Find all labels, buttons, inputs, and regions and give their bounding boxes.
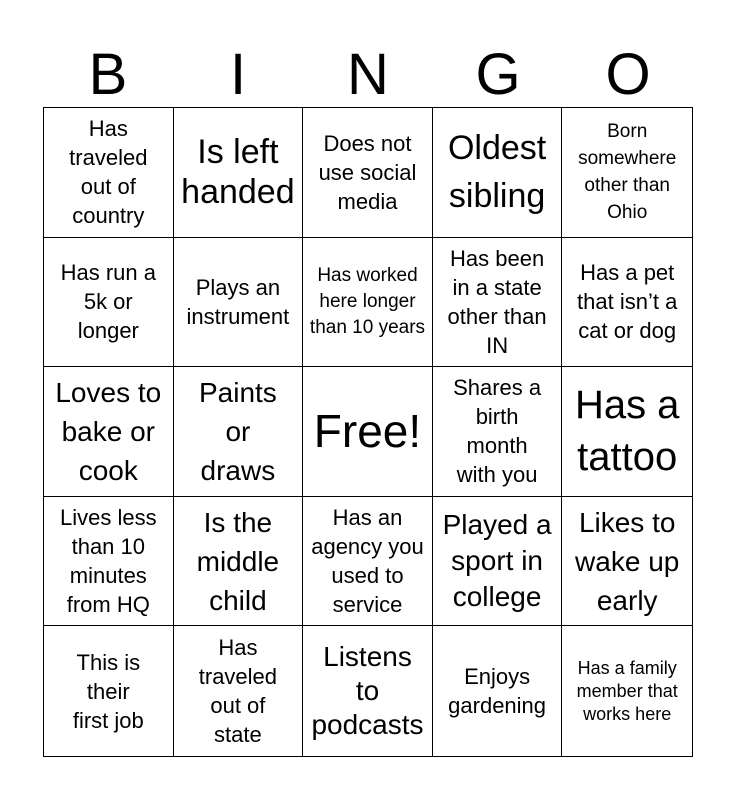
bingo-cell[interactable] [562,367,692,497]
header-letter-i: I [229,42,247,107]
bingo-cell[interactable] [174,238,304,368]
cell-text: Loves to bake or cook [55,376,162,486]
bingo-cell[interactable] [562,238,692,368]
cell-text: Lives less than 10 minutes from HQ [60,505,157,618]
bingo-cell[interactable] [433,497,563,627]
bingo-cell[interactable] [44,497,174,627]
cell-text: Has traveled out of country [69,116,148,229]
cell-text: Is the middle child [196,506,280,616]
bingo-cell[interactable] [174,626,304,756]
cell-text: Has been in a state other than IN [447,245,547,358]
header-letter-g: G [475,42,521,107]
cell-text: Enjoys gardening [448,664,547,719]
bingo-cell[interactable] [433,238,563,368]
bingo-cell[interactable] [433,108,563,238]
cell-text: Has a tattoo [574,383,680,480]
bingo-cell[interactable] [174,497,304,627]
cell-text: Has worked here longer than 10 years [309,264,426,338]
bingo-cell[interactable] [433,626,563,756]
cell-text: Has a family member that works here [576,657,678,724]
bingo-cell[interactable] [303,238,433,368]
cell-text: Is left handed [181,133,295,212]
header-letter-b: B [88,42,128,107]
cell-text: Shares a birth month with you [453,375,542,488]
bingo-cell[interactable] [44,626,174,756]
cell-text: Has run a 5k or longer [60,260,156,344]
bingo-cell[interactable] [44,108,174,238]
free-space: Free! [313,405,422,458]
header-letter-o: O [605,42,651,107]
cell-text: Listens to podcasts [311,641,424,741]
bingo-header [43,42,693,108]
bingo-cell[interactable] [303,367,433,497]
cell-text: Born somewhere other than Ohio [578,121,677,224]
cell-text: Paints or draws [198,376,277,486]
bingo-cell[interactable] [174,108,304,238]
cell-text: This is their first job [72,649,144,733]
bingo-cell[interactable] [433,367,563,497]
cell-text: Does not use social media [318,130,417,214]
bingo-cell[interactable] [303,497,433,627]
bingo-card-grid [43,107,693,757]
bingo-cell[interactable] [303,108,433,238]
bingo-cell[interactable] [44,238,174,368]
bingo-cell[interactable] [44,367,174,497]
cell-text: Played a sport in college [442,509,552,613]
cell-text: Plays an instrument [186,274,290,329]
cell-text: Likes to wake up early [575,506,680,616]
bingo-cell[interactable] [303,626,433,756]
cell-text: Oldest sibling [447,129,547,216]
bingo-cell[interactable] [562,626,692,756]
cell-text: Has a pet that isn’t a cat or dog [577,260,678,344]
cell-text: Has an agency you used to service [311,505,424,618]
bingo-cell[interactable] [174,367,304,497]
bingo-cell[interactable] [562,108,692,238]
cell-text: Has traveled out of state [198,635,278,748]
bingo-cell[interactable] [562,497,692,627]
header-letter-n: N [347,42,389,107]
